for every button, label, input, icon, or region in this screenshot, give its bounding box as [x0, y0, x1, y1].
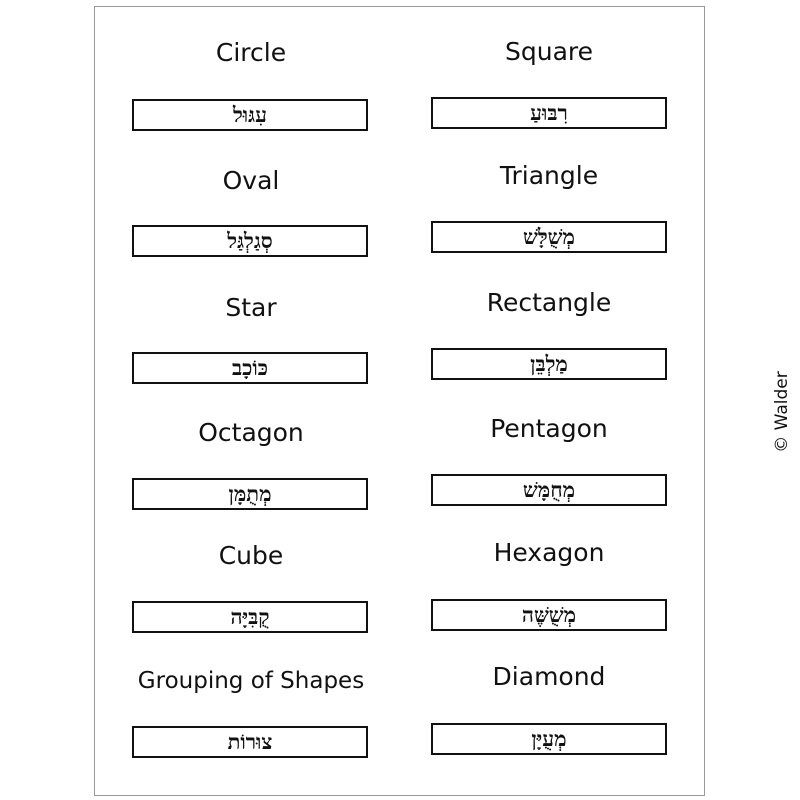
hebrew-box-triangle [431, 221, 667, 253]
hebrew-box-square [431, 97, 667, 129]
hebrew-box-pentagon [431, 474, 667, 506]
hebrew-box-circle [132, 99, 368, 131]
hebrew-box-cube [132, 601, 368, 633]
hebrew-box-oval [132, 225, 368, 257]
hebrew-box-star [132, 352, 368, 384]
hebrew-box-rectangle [431, 348, 667, 380]
shape-label-triangle: Triangle [499, 161, 599, 190]
hebrew-word-cube: קֻבִּיָּה [230, 604, 270, 629]
hebrew-word-circle: עִגּוּל [232, 102, 267, 127]
hebrew-word-triangle: מְשֻׁלָּשׁ [522, 224, 575, 249]
shape-label-hexagon: Hexagon [493, 538, 605, 567]
hebrew-word-oval: סְגַלְגַּל [227, 228, 273, 253]
hebrew-word-diamond: מְעֻיָּן [531, 726, 567, 751]
shape-label-star: Star [225, 293, 277, 322]
hebrew-box-grouping-of-shapes [132, 726, 368, 758]
hebrew-word-rectangle: מַלְבֵּן [530, 351, 568, 376]
shape-label-grouping-of-shapes: Grouping of Shapes [137, 668, 365, 694]
hebrew-word-star: כּוֹכָב [231, 355, 269, 380]
hebrew-box-hexagon [431, 599, 667, 631]
hebrew-box-diamond [431, 723, 667, 755]
hebrew-word-grouping-of-shapes: צוּרוֹת [227, 729, 273, 754]
copyright-notice: © Walder [772, 371, 792, 453]
hebrew-box-octagon [132, 478, 368, 510]
shape-label-diamond: Diamond [492, 662, 606, 691]
hebrew-word-pentagon: מְחֻמָּשׁ [522, 477, 576, 502]
shape-label-pentagon: Pentagon [490, 414, 608, 443]
hebrew-word-square: רִבּוּעַ [530, 100, 568, 125]
shape-label-oval: Oval [222, 166, 280, 195]
hebrew-word-hexagon: מְשֻׁשֶּׁה [521, 602, 577, 627]
shape-label-rectangle: Rectangle [486, 288, 612, 317]
shape-label-cube: Cube [218, 541, 284, 570]
shape-label-square: Square [504, 37, 593, 66]
shape-label-octagon: Octagon [198, 418, 304, 447]
hebrew-word-octagon: מְתֻמָּן [228, 481, 272, 506]
shape-label-circle: Circle [215, 38, 287, 67]
